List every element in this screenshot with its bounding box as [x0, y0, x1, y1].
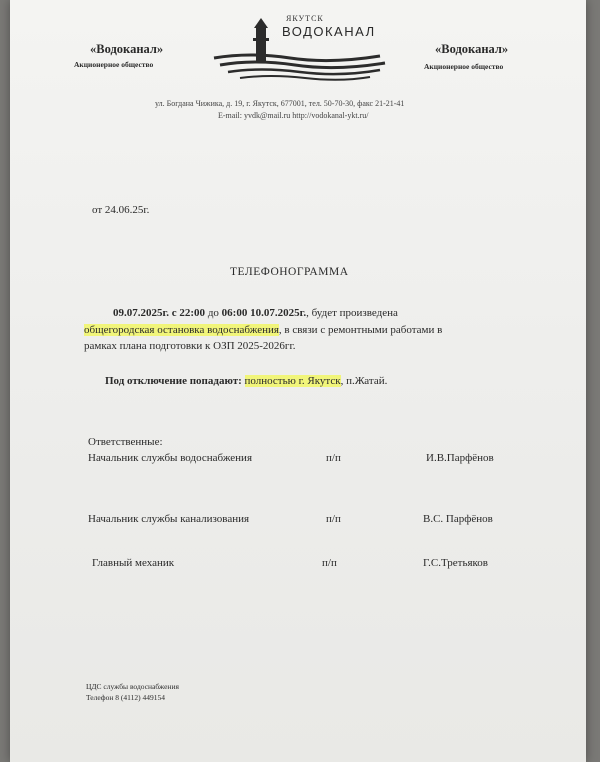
logo-text: ВОДОКАНАЛ — [282, 24, 376, 39]
logo-city: ЯКУТСК — [286, 14, 324, 23]
signature-mark: п/п — [322, 557, 337, 569]
signature-name: Г.С.Третьяков — [423, 557, 489, 569]
org-subtitle-right: Акционерное общество — [424, 62, 504, 71]
document-title: ТЕЛЕФОНОГРАММА — [230, 266, 349, 278]
paragraph-line-1 — [113, 307, 398, 319]
time-from: с 22:00 — [171, 307, 206, 319]
signature-name: И.В.Парфёнов — [426, 452, 494, 464]
time-to: 06:00 — [221, 307, 248, 319]
start-date: 09.07.2025г. — [113, 307, 170, 319]
highlighted-outage-text: общегородская остановка водоснабжения — [84, 324, 279, 336]
signature-position: Начальник службы водоснабжения — [88, 452, 253, 464]
address-line: ул. Богдана Чижика, д. 19, г. Якутск, 677001, тел. 50-70-30, факс 21-21-41 — [155, 99, 405, 108]
paragraph-line-3: рамках плана подготовки к ОЗП 2025-2026гг. — [84, 340, 296, 352]
document-page — [10, 0, 586, 762]
paragraph-rest-1: , будет произведена — [306, 307, 398, 319]
responsible-heading: Ответственные: — [88, 436, 163, 448]
footer-phone: Телефон 8 (4112) 449154 — [86, 693, 166, 702]
signature-position: Начальник службы канализования — [88, 513, 250, 525]
paragraph-rest-2: , в связи с ремонтными работами в — [278, 324, 443, 336]
email-line: E-mail: yvdk@mail.ru http://vodokanal-ykt.ru/ — [218, 111, 369, 120]
signature-name: В.С. Парфёнов — [423, 513, 493, 525]
outage-label: Под отключение попадают: — [105, 375, 242, 387]
outage-highlight: полностью г. Якутск — [244, 375, 341, 387]
document-date: от 24.06.25г. — [92, 204, 150, 216]
time-to-word: до — [207, 307, 219, 319]
org-name-right: «Водоканал» — [435, 42, 509, 56]
end-date: 10.07.2025г. — [250, 307, 307, 319]
paragraph-line-2 — [84, 324, 442, 336]
org-subtitle-left: Акционерное общество — [74, 60, 154, 69]
outage-rest: , п.Жатай. — [340, 375, 388, 387]
footer-department: ЦДС службы водоснабжения — [86, 682, 179, 691]
org-name-left: «Водоканал» — [90, 42, 164, 56]
outage-line — [105, 375, 387, 387]
signature-mark: п/п — [326, 452, 341, 464]
signature-mark: п/п — [326, 513, 341, 525]
signature-position: Главный механик — [92, 557, 175, 569]
